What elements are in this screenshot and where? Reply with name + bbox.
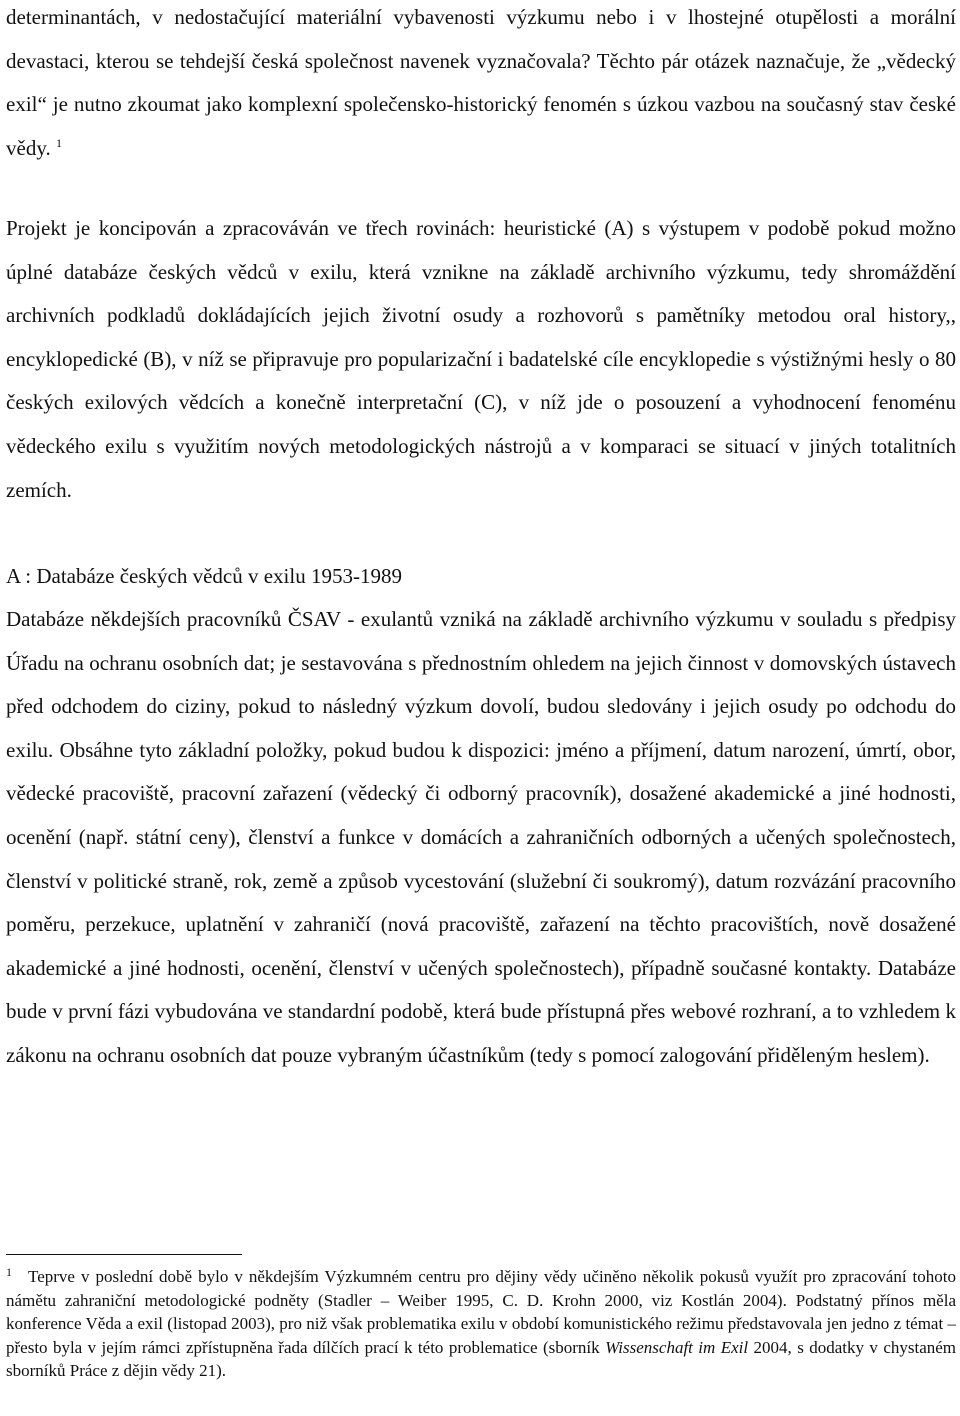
section-a-paragraph: Databáze někdejších pracovníků ČSAV - exulantů vzniká na základě archivního výzkumu v souladu s předpisy Úřadu na ochranu osobních dat; je sestavována s přednostním ohledem na jejich činnost v domovských ústavech před odchodem do ciziny, pokud to následný výzkum dovolí, budou sledovány i jejich osudy po odchodu do exilu. Obsáhne tyto základní položky, pokud budou k dispozici: jméno a příjmení, datum narození, úmrtí, obor, vědecké pracoviště, pracovní zařazení (vědecký či odborný pracovník), dosažené akademické a jiné hodnosti, ocenění (např. státní ceny), členství a funkce v domácích a zahraničních odborných a učených společnostech, členství v politické straně, rok, země a způsob vycestování (služební či soukromý), datum rozvázání pracovního poměru, perzekuce, uplatnění v zahraničí (nová pracoviště, zařazení na těchto pracovištích, nově dosažené akademické a jiné hodnosti, ocenění, členství v učených společnostech), případně současné kontakty. Databáze bude v první fázi vybudována ve standardní podobě, která bude přístupná přes webové rozhraní, a to vzhledem k zákonu na ochranu osobních dat pouze vybraným účastníkům (tedy s pomocí zalogování přiděleným heslem). <box>6 607 956 1067</box>
intro-paragraph-tail <box>6 0 956 170</box>
footnote-reference[interactable]: 1 <box>55 135 62 150</box>
project-paragraph: Projekt je koncipován a zpracováván ve třech rovinách: heuristické (A) s výstupem v podobě pokud možno úplné databáze českých vědců v exilu, která vznikne na základě archivního výzkumu, tedy shromáždění archivních podkladů dokládajících jejich životní osudy a rozhovorů s pamětníky metodou oral history,, encyklopedické (B), v níž se připravuje pro popularizační i badatelské cíle encyklopedie s výstižnými hesly o 80 českých exilových vědcích a konečně interpretační (C), v níž jde o posouzení a vyhodnocení fenoménu vědeckého exilu s využitím nových metodologických nástrojů a v komparaci se situací v jiných totalitních zemích. <box>6 216 956 502</box>
intro-text: determinantách, v nedostačující materiální vybavenosti výzkumu nebo i v lhostejné otupělosti a morální devastaci, kterou se tehdejší česká společnost navenek vyznačovala? Těchto pár otázek naznačuje, že „vědecký exil“ je nutno zkoumat jako komplexní společensko-historický fenomén s úzkou vazbou na současný stav české vědy. <box>6 5 956 160</box>
footnote <box>6 1265 956 1383</box>
footnote-separator <box>6 1254 242 1255</box>
footnote-text-start: Teprve v poslední době bylo v někdejším Výzkumném centru pro dějiny vědy učiněno několik pokusů využít pro zpracování tohoto námětu zahraniční metodologické podněty (Stadler – Weiber 1995, C. D. Krohn 2000, viz Kostlán 2004). Podstatný přínos měla konference Věda a exil (listopad 2003), pro niž však problematika exilu v období komunistického režimu představovala jen jedno z témat – přesto byla v jejím rámci zpřístupněna řada dílčích prací k této problematice (sborník <box>6 1267 956 1357</box>
footnote-text-end: 2004, s dodatky v chystaném sborníků Práce z dějin vědy 21). <box>6 1337 957 1381</box>
footnote-number: 1 <box>6 1265 12 1279</box>
footnote-italic-title: Wissenschaft im Exil <box>605 1337 749 1357</box>
section-a-heading: A : Databáze českých vědců v exilu 1953-1989 <box>6 564 402 588</box>
